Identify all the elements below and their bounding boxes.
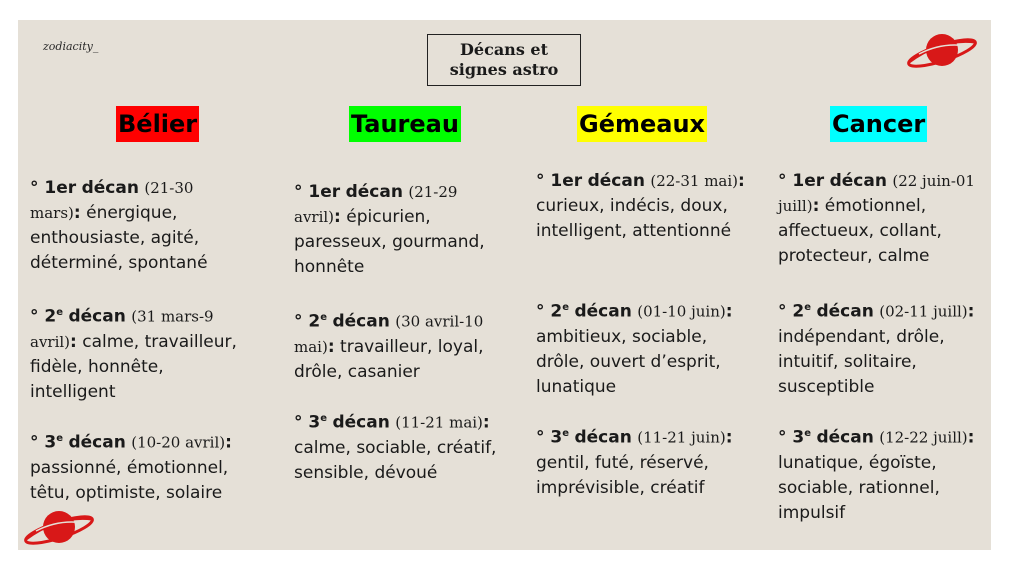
brand-label: zodiacity_ [43, 40, 99, 53]
sign-heading-gemeaux: Gémeaux [577, 106, 707, 142]
decan-entry: ° 1er décan (22 juin-01 juill): émotionnel, affectueux, collant, protecteur, calme [778, 171, 975, 266]
decan-entry: ° 1er décan (21-30 mars): énergique, enthousiaste, agité, déterminé, spontané [30, 178, 208, 273]
sign-heading-cancer: Cancer [830, 106, 927, 142]
sign-heading-belier: Bélier [116, 106, 199, 142]
title-line-1: Décans et [460, 40, 548, 59]
decan-entry: ° 2e décan (02-11 juill): indépendant, drôle, intuitif, solitaire, susceptible [778, 301, 975, 397]
planet-icon [22, 505, 96, 551]
decan-entry: ° 2e décan (30 avril-10 mai): travailleur, loyal, drôle, casanier [294, 311, 484, 382]
decan-entry: ° 1er décan (22-31 mai): curieux, indécis, doux, intelligent, attentionné [536, 171, 745, 241]
page-title [427, 34, 581, 86]
decan-entry: ° 3e décan (10-20 avril): passionné, émotionnel, têtu, optimiste, solaire [30, 432, 232, 503]
decan-entry: ° 2e décan (01-10 juin): ambitieux, sociable, drôle, ouvert d’esprit, lunatique [536, 301, 733, 397]
decan-entry: ° 3e décan (11-21 mai): calme, sociable, créatif, sensible, dévoué [294, 412, 497, 483]
sign-heading-taureau: Taureau [349, 106, 461, 142]
decan-entry: ° 2e décan (31 mars-9 avril): calme, travailleur, fidèle, honnête, intelligent [30, 306, 237, 402]
title-line-2: signes astro [449, 60, 559, 79]
decan-entry: ° 1er décan (21-29 avril): épicurien, paresseux, gourmand, honnête [294, 182, 485, 277]
decan-entry: ° 3e décan (11-21 juin): gentil, futé, réservé, imprévisible, créatif [536, 427, 733, 498]
decan-entry: ° 3e décan (12-22 juill): lunatique, égoïste, sociable, rationnel, impulsif [778, 427, 975, 523]
planet-icon [905, 28, 979, 74]
